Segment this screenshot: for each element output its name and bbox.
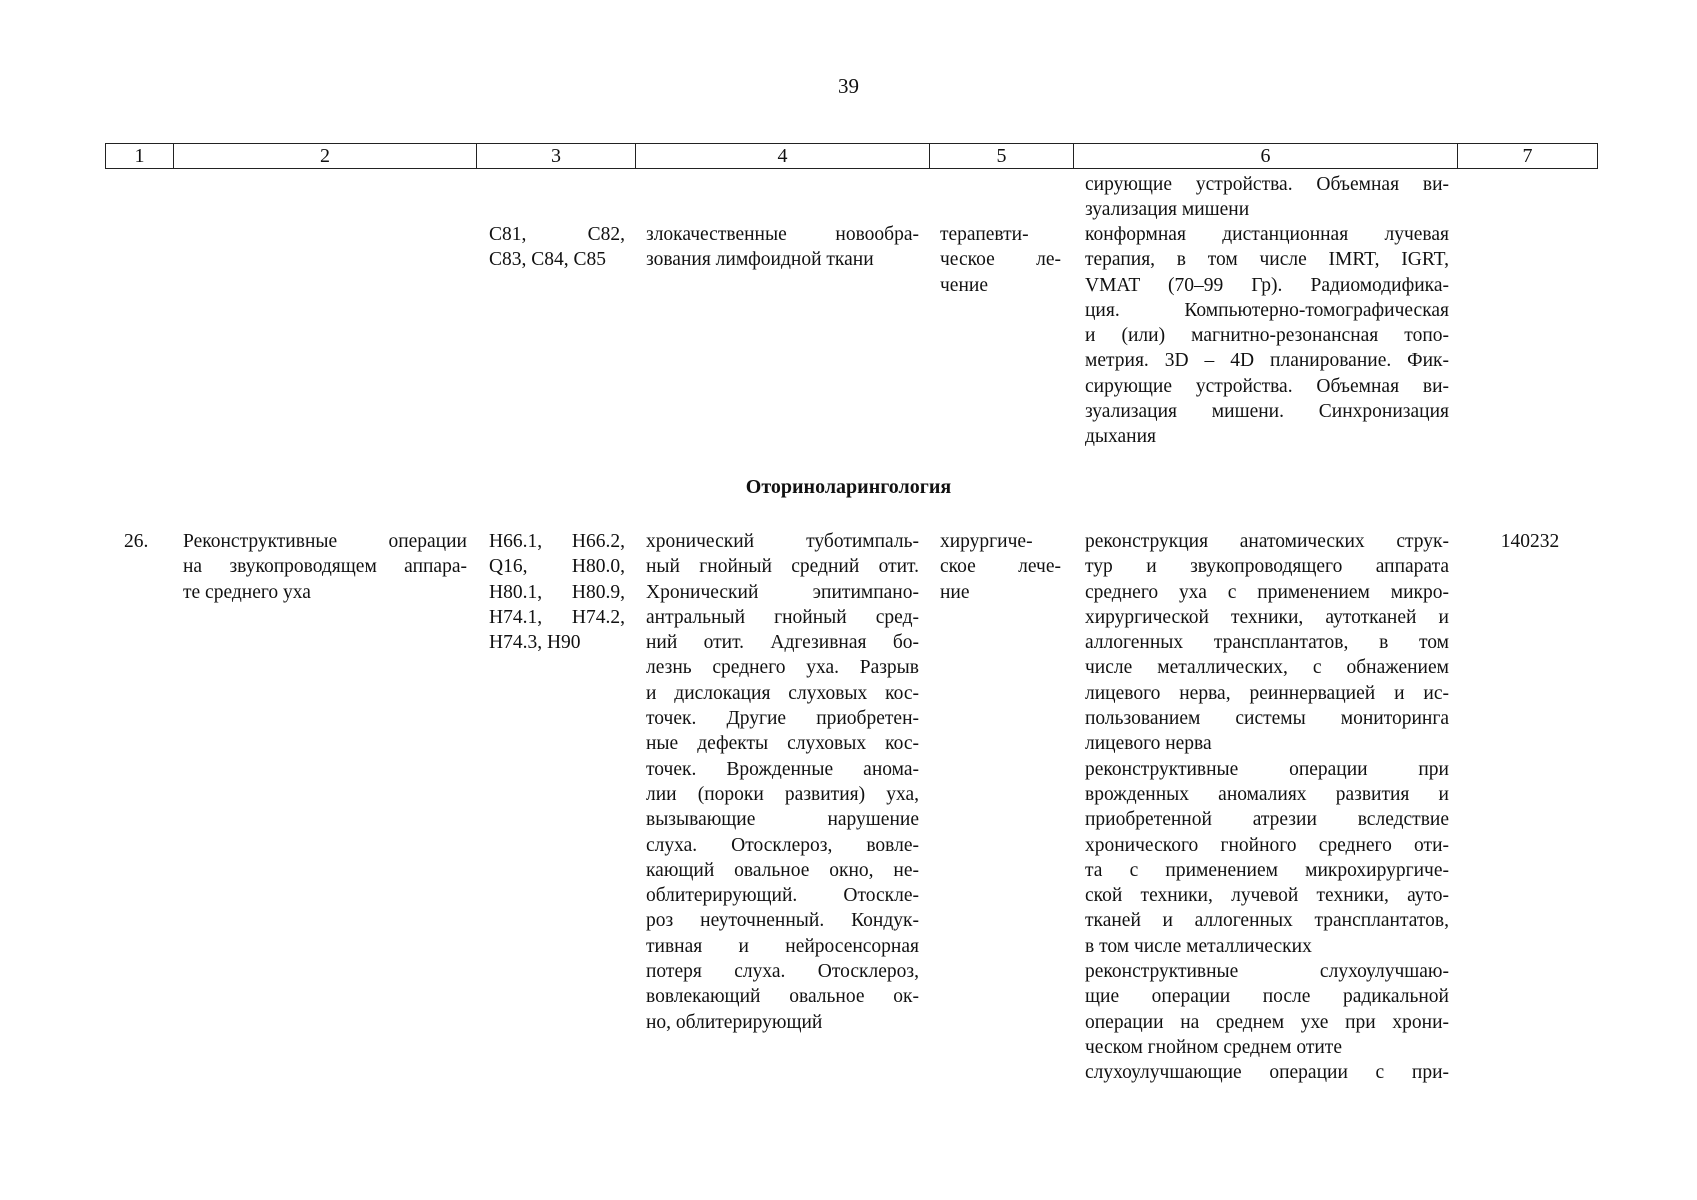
text-line: точек. Врожденные анома- — [646, 758, 919, 780]
column-header-7: 7 — [1458, 144, 1598, 169]
text-line: аллогенных трансплантатов, в том — [1085, 632, 1449, 654]
continued-diagnosis — [646, 222, 919, 273]
text-line: хронический туботимпаль- — [646, 531, 919, 552]
text-line: реконструкция анатомических струк- — [1085, 531, 1449, 552]
continued-treatment-type — [940, 222, 1061, 298]
text-line: H80.1, H80.9, — [489, 581, 625, 603]
text-line: пользованием системы мониторинга — [1085, 708, 1449, 730]
text-line: но, облитерирующий — [646, 1011, 823, 1033]
text-line: VMAT (70–99 Гр). Радиомодифика- — [1085, 274, 1449, 296]
text-line: терапия, в том числе IMRT, IGRT, — [1085, 249, 1449, 271]
text-line: ской техники, лучевой техники, ауто- — [1085, 885, 1449, 907]
text-line: та с применением микрохирургиче- — [1085, 859, 1449, 881]
text-line: ные дефекты слуховых кос- — [646, 733, 919, 755]
column-header-4: 4 — [636, 144, 930, 169]
column-header-6: 6 — [1074, 144, 1458, 169]
text-line: ный гнойный средний отит. — [646, 556, 919, 578]
text-line: чение — [940, 274, 988, 296]
text-line: Реконструктивные операции — [183, 531, 467, 552]
text-line: лии (пороки развития) уха, — [646, 783, 919, 805]
procedure-name — [183, 529, 467, 605]
text-line: слухоулучшающие операции с при- — [1085, 1062, 1449, 1084]
text-line: зуализация мишени — [1085, 199, 1250, 221]
text-line: лицевого нерва — [1085, 733, 1212, 755]
column-header-2: 2 — [174, 144, 477, 169]
text-line: в том числе металлических — [1085, 935, 1312, 957]
text-line: зования лимфоидной ткани — [646, 249, 874, 271]
text-line: ние — [940, 581, 970, 603]
text-line: терапевти- — [940, 224, 1029, 245]
text-line: тур и звукопроводящего аппарата — [1085, 556, 1449, 578]
text-line: врожденных аномалиях развития и — [1085, 783, 1449, 805]
page-number: 39 — [838, 74, 859, 98]
cost-value — [1470, 529, 1590, 554]
continued-methods — [1085, 222, 1449, 450]
text-line: потеря слуха. Отосклероз, — [646, 961, 919, 983]
text-line: хронического гнойного среднего оти- — [1085, 834, 1449, 856]
text-line: 26. — [124, 531, 149, 552]
text-line: лицевого нерва, реиннервацией и ис- — [1085, 682, 1449, 704]
text-line: щие операции после радикальной — [1085, 986, 1449, 1008]
column-header-3: 3 — [477, 144, 636, 169]
text-line: C83, C84, C85 — [489, 249, 607, 271]
diagnosis-codes — [489, 529, 625, 655]
text-line: C81, C82, — [489, 224, 625, 245]
text-line: облитерирующий. Отоскле- — [646, 885, 919, 907]
section-title: Оториноларингология — [745, 476, 952, 498]
text-line: зуализация мишени. Синхронизация — [1085, 401, 1449, 423]
diagnosis-description — [646, 529, 919, 1035]
text-line: вовлекающий овальное ок- — [646, 986, 919, 1008]
column-header-1: 1 — [106, 144, 174, 169]
text-line: реконструктивные операции при — [1085, 758, 1449, 780]
column-header-row — [105, 143, 1598, 169]
text-line: на звукопроводящем аппара- — [183, 556, 467, 578]
treatment-methods — [1085, 529, 1449, 1086]
text-line: лезнь среднего уха. Разрыв — [646, 657, 919, 679]
text-line: антральный гнойный сред- — [646, 606, 919, 628]
text-line: хирургиче- — [940, 531, 1033, 552]
text-line: хирургической техники, аутотканей и — [1085, 606, 1449, 628]
text-line: сирующие устройства. Объемная ви- — [1085, 375, 1449, 397]
text-line: злокачественные новообра- — [646, 224, 919, 245]
text-line: ция. Компьютерно-томографическая — [1085, 299, 1449, 321]
text-line: приобретенной атрезии вследствие — [1085, 809, 1449, 831]
row-number — [124, 529, 174, 554]
continued-codes — [489, 222, 625, 273]
text-line: тканей и аллогенных трансплантатов, — [1085, 910, 1449, 932]
text-line: точек. Другие приобретен- — [646, 708, 919, 730]
text-line: те среднего уха — [183, 581, 311, 603]
text-line: вызывающие нарушение — [646, 809, 919, 831]
text-line: тивная и нейросенсорная — [646, 935, 919, 957]
text-line: реконструктивные слухоулучшаю- — [1085, 961, 1449, 983]
text-line: H66.1, H66.2, — [489, 531, 625, 552]
text-line: ческом гнойном среднем отите — [1085, 1036, 1342, 1058]
text-line: 140232 — [1500, 531, 1560, 552]
text-line: числе металлических, с обнажением — [1085, 657, 1449, 679]
text-line: слуха. Отосклероз, вовле- — [646, 834, 919, 856]
treatment-type — [940, 529, 1061, 605]
text-line: Хронический эпитимпано- — [646, 581, 919, 603]
text-line: H74.1, H74.2, — [489, 606, 625, 628]
text-line: среднего уха с применением микро- — [1085, 581, 1449, 603]
text-line: и (или) магнитно-резонансная топо- — [1085, 325, 1449, 347]
text-line: ний отит. Адгезивная бо- — [646, 632, 919, 654]
text-line: ское лече- — [940, 556, 1061, 578]
text-line: Q16, H80.0, — [489, 556, 625, 578]
text-line: кающий овальное окно, не- — [646, 859, 919, 881]
column-header-5: 5 — [930, 144, 1074, 169]
text-line: метрия. 3D – 4D планирование. Фик- — [1085, 350, 1449, 372]
continued-methods-top — [1085, 172, 1449, 223]
text-line: ческое ле- — [940, 249, 1061, 271]
text-line: дыхания — [1085, 426, 1157, 448]
text-line: H74.3, H90 — [489, 632, 581, 654]
text-line: операции на среднем ухе при хрони- — [1085, 1011, 1449, 1033]
text-line: роз неуточненный. Кондук- — [646, 910, 919, 932]
text-line: сирующие устройства. Объемная ви- — [1085, 174, 1449, 195]
text-line: конформная дистанционная лучевая — [1085, 224, 1449, 245]
text-line: и дислокация слуховых кос- — [646, 682, 919, 704]
